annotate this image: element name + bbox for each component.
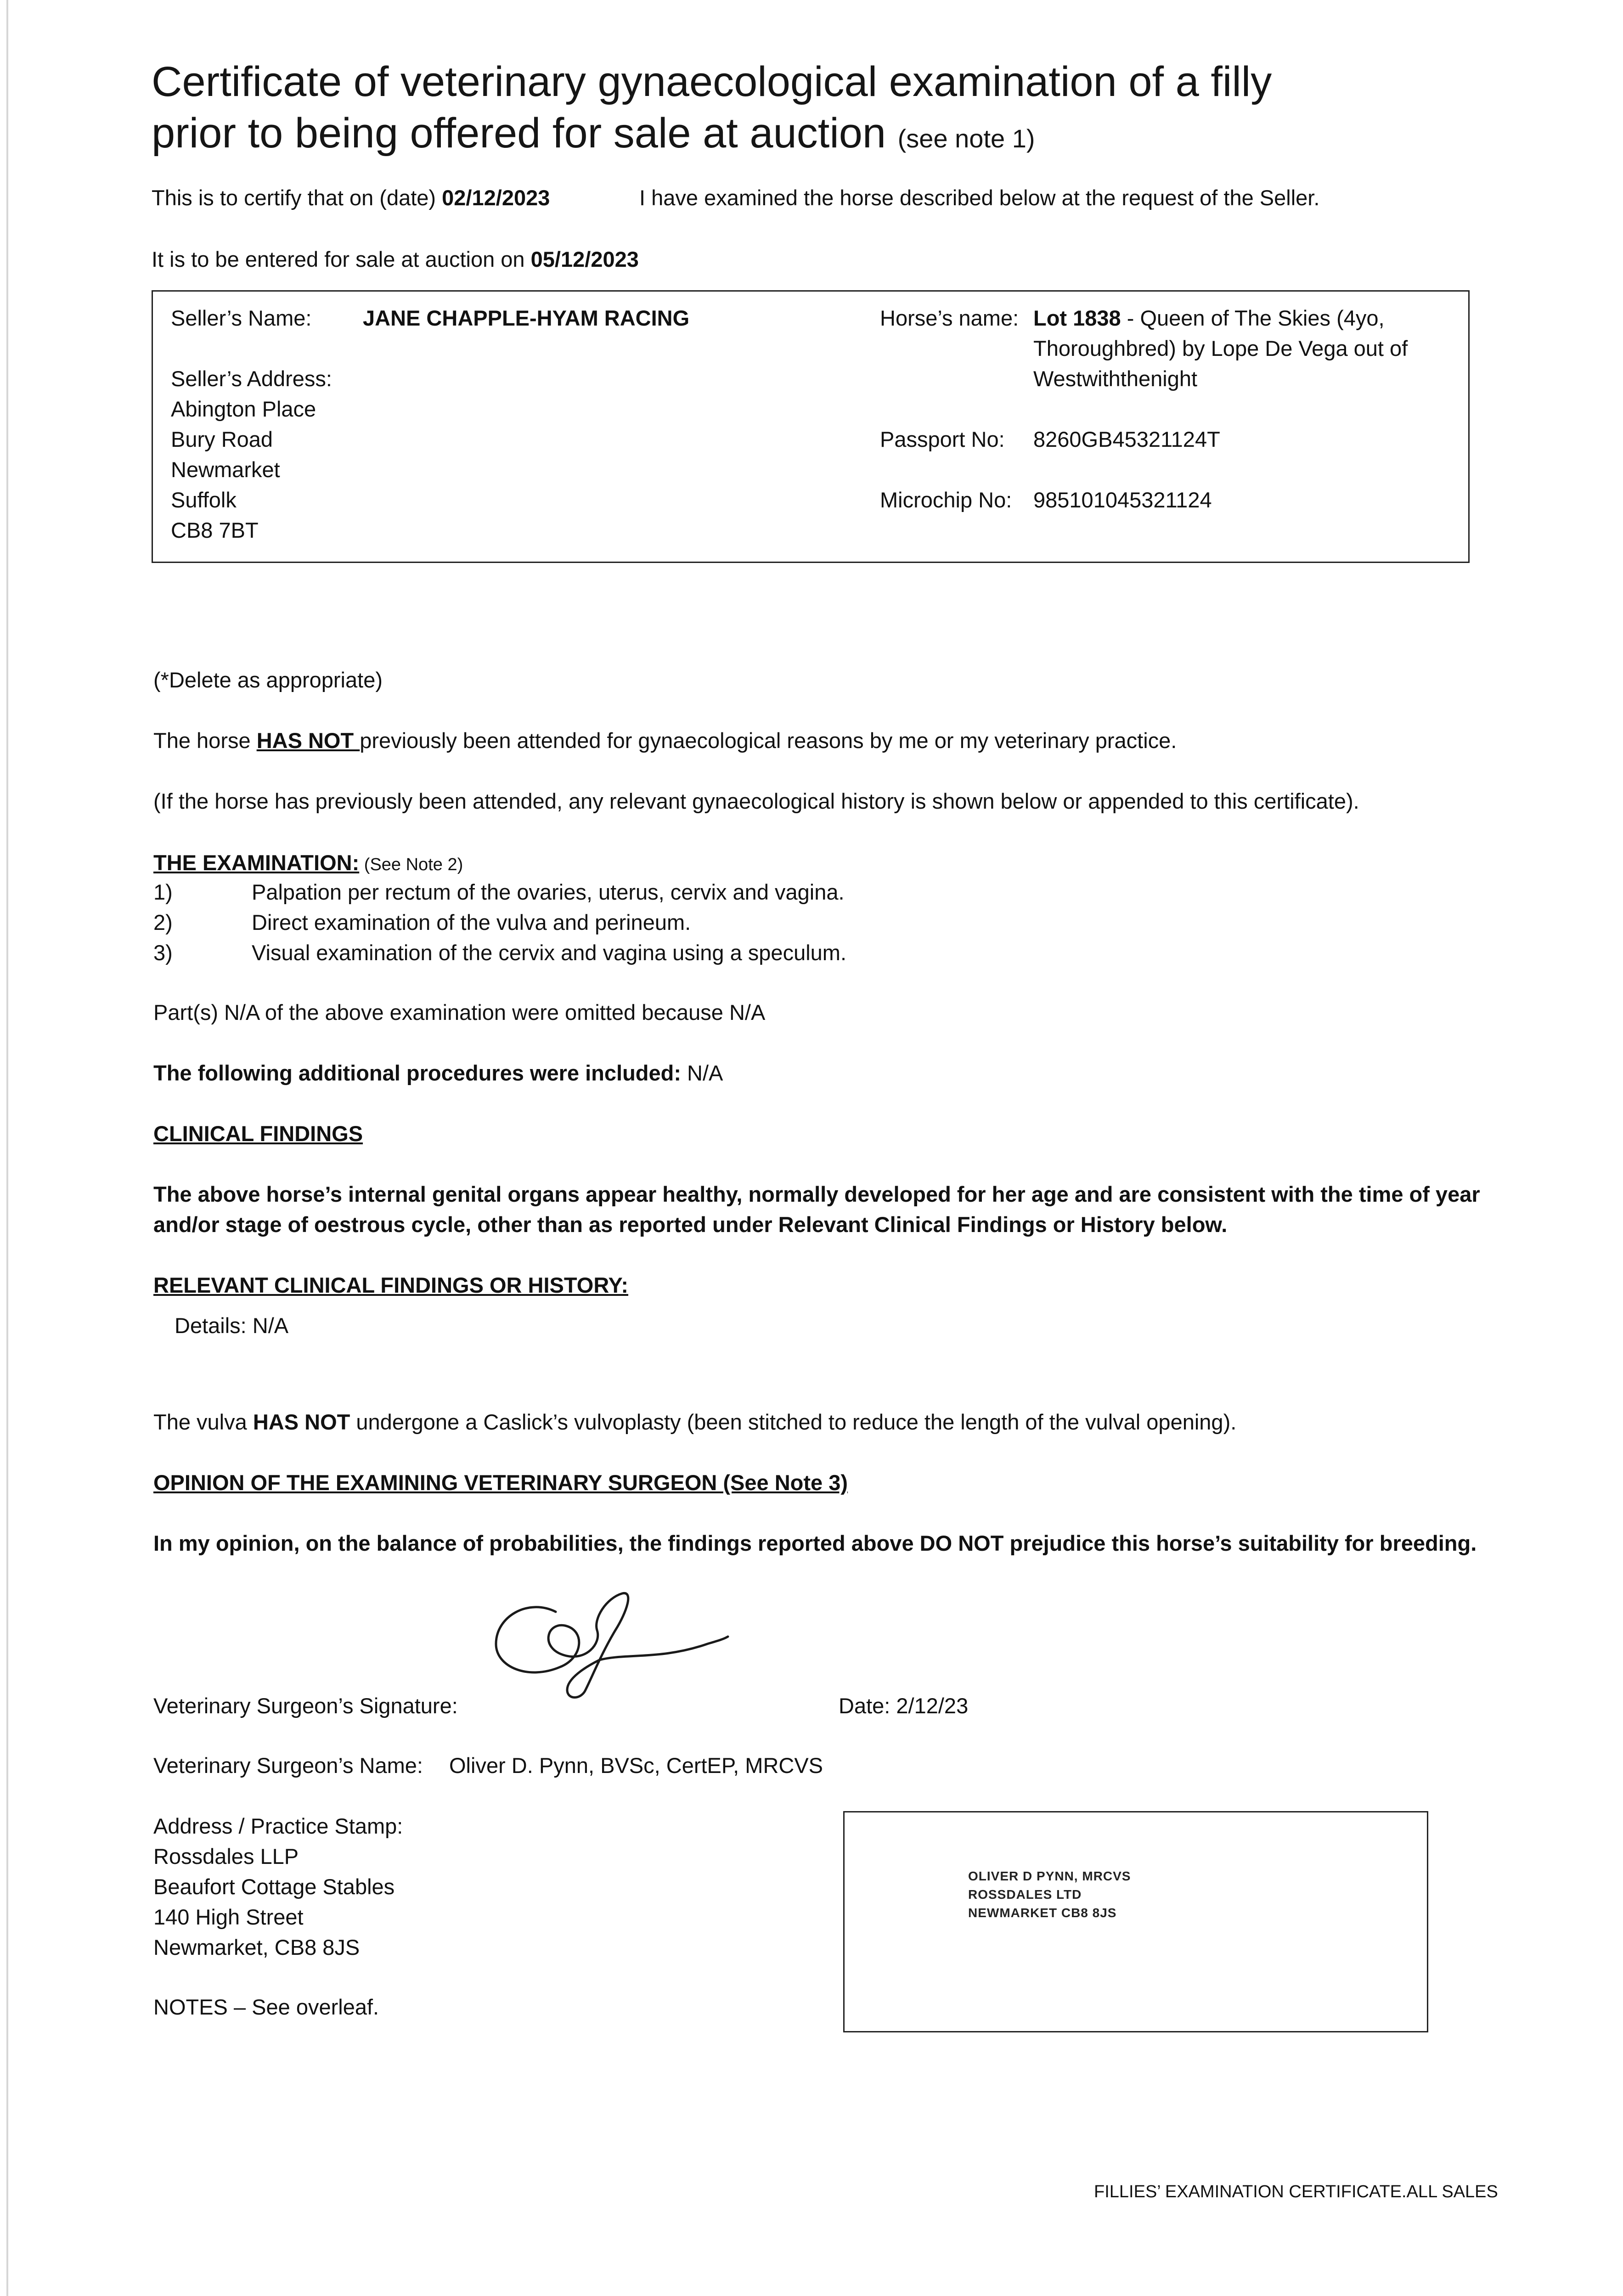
certify-suffix: I have examined the horse described below at the request of the Seller. <box>639 186 1320 210</box>
horse-name-line-2: Thoroughbred) by Lope De Vega out of <box>1033 336 1408 360</box>
delete-note: (*Delete as appropriate) <box>153 668 383 692</box>
examination-heading <box>153 848 463 880</box>
exam-date: 02/12/2023 <box>442 186 550 210</box>
findings-line-2: and/or stage of oestrous cycle, other than as reported under Relevant Clinical Findings or History below. <box>153 1212 1228 1237</box>
practice-address-label: Address / Practice Stamp: <box>153 1814 403 1838</box>
stamp-line-2: ROSSDALES LTD <box>968 1887 1082 1902</box>
scan-edge <box>6 0 8 2296</box>
attendance-status: HAS NOT <box>256 728 360 753</box>
examination-heading-note: (See Note 2) <box>359 855 463 874</box>
opinion-heading: OPINION OF THE EXAMINING VETERINARY SURGEON (See Note 3) <box>153 1470 848 1495</box>
surgeon-name: Oliver D. Pynn, BVSc, CertEP, MRCVS <box>449 1753 823 1778</box>
passport-label: Passport No: <box>880 427 1005 451</box>
practice-address-line-1: Rossdales LLP <box>153 1844 299 1868</box>
horse-name-text: - Queen of The Skies (4yo, <box>1121 306 1385 330</box>
seller-address-line-3: Newmarket <box>171 457 280 482</box>
notes-line: NOTES – See overleaf. <box>153 1995 379 2019</box>
seller-name-label: Seller’s Name: <box>171 306 312 330</box>
examination-heading-text: THE EXAMINATION: <box>153 850 360 875</box>
sale-prefix: It is to be entered for sale at auction on <box>152 247 525 271</box>
exam-item-1-num: 1) <box>153 880 173 904</box>
practice-stamp-box <box>843 1811 1428 2032</box>
horse-lot: Lot 1838 <box>1033 306 1121 330</box>
sale-line <box>152 244 639 275</box>
findings-line-1: The above horse’s internal genital organs appear healthy, normally developed for her age and are consistent with the time of year <box>153 1182 1480 1206</box>
horse-name-line-3: Westwiththenight <box>1033 366 1198 391</box>
vulva-suffix: undergone a Caslick’s vulvoplasty (been stitched to reduce the length of the vulval opening). <box>350 1410 1237 1434</box>
signature-date: Date: 2/12/23 <box>839 1694 969 1718</box>
certify-prefix: This is to certify that on (date) <box>152 186 436 210</box>
exam-item-2-num: 2) <box>153 910 173 934</box>
handwritten-signature <box>487 1580 735 1708</box>
vulva-status: HAS NOT <box>253 1410 350 1434</box>
attendance-line <box>153 726 1177 756</box>
stamp-line-1: OLIVER D PYNN, MRCVS <box>968 1869 1131 1883</box>
additional-value: N/A <box>681 1061 723 1085</box>
title-main: prior to being offered for sale at auction <box>152 110 886 157</box>
attendance-suffix: previously been attended for gynaecological reasons by me or my veterinary practice. <box>360 728 1177 753</box>
practice-address-line-4: Newmarket, CB8 8JS <box>153 1935 360 1959</box>
attendance-prefix: The horse <box>153 728 251 753</box>
horse-name-line-1 <box>1033 303 1385 333</box>
additional-line <box>153 1058 723 1088</box>
opinion-text: In my opinion, on the balance of probabilities, the findings reported above DO NOT prejudice this horse’s suitability for breeding. <box>153 1531 1477 1555</box>
horse-name-label: Horse’s name: <box>880 306 1019 330</box>
exam-item-2-text: Direct examination of the vulva and perineum. <box>252 910 691 934</box>
surgeon-name-label: Veterinary Surgeon’s Name: <box>153 1753 423 1778</box>
vulva-prefix: The vulva <box>153 1410 247 1434</box>
title-line-1: Certificate of veterinary gynaecological examination of a filly <box>152 58 1272 105</box>
signature-label: Veterinary Surgeon’s Signature: <box>153 1694 458 1718</box>
relevant-findings-heading: RELEVANT CLINICAL FINDINGS OR HISTORY: <box>153 1273 629 1297</box>
microchip-label: Microchip No: <box>880 488 1012 512</box>
exam-item-3-text: Visual examination of the cervix and vagina using a speculum. <box>252 940 847 965</box>
footer-label: FILLIES’ EXAMINATION CERTIFICATE.ALL SALES <box>1094 2182 1498 2201</box>
title-line-2 <box>152 107 1035 164</box>
exam-item-3-num: 3) <box>153 940 173 965</box>
seller-address-label: Seller’s Address: <box>171 366 332 391</box>
vulva-line <box>153 1407 1236 1437</box>
title-note: (see note 1) <box>897 124 1035 153</box>
sale-date: 05/12/2023 <box>530 247 639 271</box>
seller-address-line-1: Abington Place <box>171 397 316 421</box>
additional-label: The following additional procedures were included: <box>153 1061 681 1085</box>
omitted-line: Part(s) N/A of the above examination were omitted because N/A <box>153 1000 766 1024</box>
seller-address-line-2: Bury Road <box>171 427 273 451</box>
certify-line <box>152 183 550 213</box>
exam-item-1-text: Palpation per rectum of the ovaries, uterus, cervix and vagina. <box>252 880 845 904</box>
practice-address-line-2: Beaufort Cottage Stables <box>153 1874 395 1899</box>
history-note: (If the horse has previously been attended, any relevant gynaecological history is shown below or appended to this certificate). <box>153 789 1359 813</box>
seller-address-line-5: CB8 7BT <box>171 518 259 542</box>
seller-name: JANE CHAPPLE-HYAM RACING <box>363 306 690 330</box>
findings-details: Details: N/A <box>175 1313 289 1338</box>
seller-address-line-4: Suffolk <box>171 488 237 512</box>
passport-number: 8260GB45321124T <box>1033 427 1220 451</box>
stamp-line-3: NEWMARKET CB8 8JS <box>968 1906 1117 1920</box>
practice-address-line-3: 140 High Street <box>153 1905 304 1929</box>
clinical-findings-heading: CLINICAL FINDINGS <box>153 1121 363 1146</box>
microchip-number: 985101045321124 <box>1033 488 1212 512</box>
